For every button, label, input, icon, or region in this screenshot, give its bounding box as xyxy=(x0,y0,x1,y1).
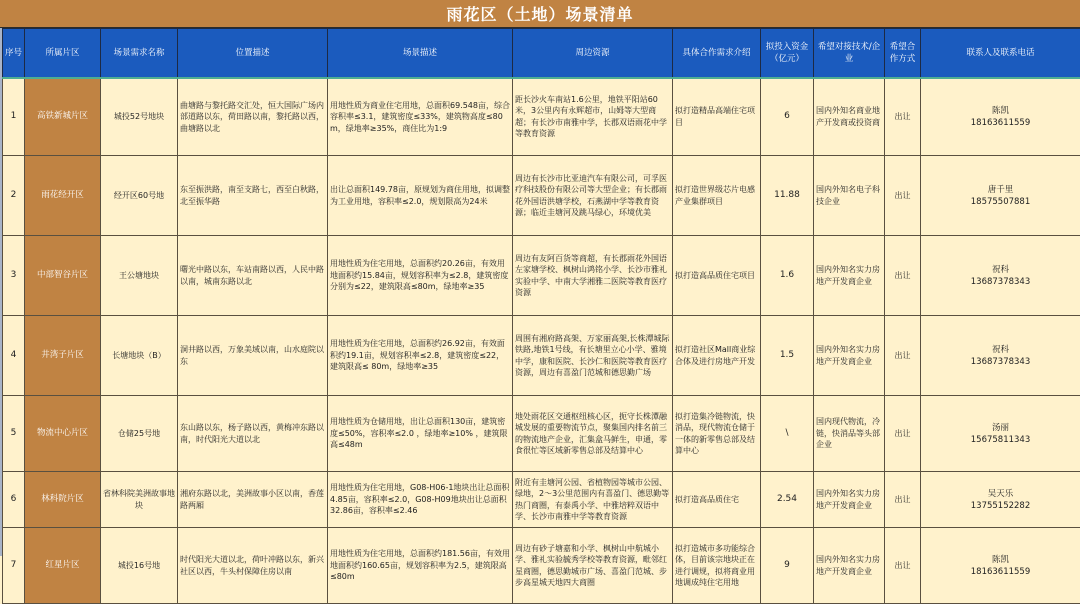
cell-scene: 用地性质为商业住宅用地，总面积69.548亩，综合容积率≤3.1，建筑密度≤33%，建筑物高度≤80m，绿地率≥35%，商住比为1:9 xyxy=(328,78,513,156)
cell-target: 国内外知名实力房地产开发商企业 xyxy=(814,316,885,396)
contact-name: 汤丽 xyxy=(923,422,1078,434)
contact-phone: 13687378343 xyxy=(923,356,1078,368)
col-header-zone: 所属片区 xyxy=(25,29,101,78)
col-header-resources: 周边资源 xyxy=(513,29,673,78)
cell-investment: 11.88 xyxy=(761,156,814,236)
cell-scene: 用地性质为住宅用地，总面积约26.92亩，有效面积约19.1亩，规划容积率≤2.8，建筑密度≤22，建筑限高≤ 80m，绿地率≥35 xyxy=(328,316,513,396)
cell-index: 6 xyxy=(3,472,25,528)
cell-cooperation: 拟打造世界级芯片电感产业集群项目 xyxy=(673,156,761,236)
col-header-scene: 场景描述 xyxy=(328,29,513,78)
cell-location: 曙光中路以东，车站南路以西，人民中路以南，城南东路以北 xyxy=(178,236,328,316)
cell-scene: 用地性质为住宅用地，总面积约20.26亩，有效用地面积约15.84亩，规划容积率为≤2.8，建筑密度分别为≤22，建筑限高≤80m，绿地率≥35 xyxy=(328,236,513,316)
cell-investment: 1.6 xyxy=(761,236,814,316)
cell-name: 城投16号地 xyxy=(101,528,178,604)
cell-investment: 6 xyxy=(761,78,814,156)
col-header-contact: 联系人及联系电话 xyxy=(921,29,1080,78)
cell-location: 湘府东路以北，美洲故事小区以南，香莲路两厢 xyxy=(178,472,328,528)
cell-zone: 雨花经开区 xyxy=(25,156,101,236)
cell-contact xyxy=(921,472,1080,528)
cell-contact xyxy=(921,316,1080,396)
contact-name: 陈凯 xyxy=(923,105,1078,117)
contact-phone: 18163611559 xyxy=(923,117,1078,129)
cell-target: 国内外知名电子科技企业 xyxy=(814,156,885,236)
cell-contact xyxy=(921,156,1080,236)
cell-name: 省林科院美洲故事地块 xyxy=(101,472,178,528)
cell-index: 5 xyxy=(3,396,25,472)
table-row xyxy=(3,78,1080,156)
cell-index: 7 xyxy=(3,528,25,604)
contact-name: 祝科 xyxy=(923,344,1078,356)
scene-list-table xyxy=(2,28,1080,604)
cell-location: 曲塘路与黎托路交汇处，恒大国际广场内部道路以东，荷田路以南，黎托路以西，曲塘路以北 xyxy=(178,78,328,156)
cell-mode: 出让 xyxy=(885,236,921,316)
col-header-mode: 希望合作方式 xyxy=(885,29,921,78)
cell-resources: 周边有砂子塘嘉和小学、枫树山中航城小学、雅礼实验毓秀学校等教育资源，毗邻红星商圈，德思勤城市广场、喜盈门范城、步步高星城天地四大商圈 xyxy=(513,528,673,604)
cell-target: 国内外知名实力房地产开发商企业 xyxy=(814,528,885,604)
page-title: 雨花区（土地）场景清单 xyxy=(0,0,1080,28)
cell-mode: 出让 xyxy=(885,472,921,528)
cell-contact xyxy=(921,78,1080,156)
col-header-cooperation: 具体合作需求介绍 xyxy=(673,29,761,78)
cell-location: 东至振洪路，南至支路七，西至白秋路，北至振华路 xyxy=(178,156,328,236)
cell-investment: \ xyxy=(761,396,814,472)
cell-contact xyxy=(921,236,1080,316)
table-header-row xyxy=(3,29,1080,78)
cell-name: 仓储25号地 xyxy=(101,396,178,472)
cell-location: 时代阳光大道以北，荷叶冲路以东，新兴社区以西，牛头村保障住房以南 xyxy=(178,528,328,604)
cell-resources: 附近有圭塘河公园、省植物园等城市公园、绿地，2～3公里范围内有喜盈门、德思勤等热门商圈，有泰禹小学、中雅培粹双语中学、长沙市南雅中学等教育资源 xyxy=(513,472,673,528)
col-header-investment: 拟投入资金（亿元） xyxy=(761,29,814,78)
cell-resources: 周边有友阿百货等商超，有长郡雨花外国语左家塘学校、枫树山鸿铭小学、长沙市雅礼实验中学、中南大学湘雅二医院等教育医疗资源 xyxy=(513,236,673,316)
cell-name: 王公塘地块 xyxy=(101,236,178,316)
cell-resources: 距长沙火车南站1.6公里，地铁平阳站60米，3公里内有永辉超市，山姆等大型商超；有长沙市南雅中学，长郡双语雨花中学等教育资源 xyxy=(513,78,673,156)
cell-location: 东山路以东，杨子路以西，黄梅冲东路以南，时代阳光大道以北 xyxy=(178,396,328,472)
cell-contact xyxy=(921,396,1080,472)
cell-zone: 井湾子片区 xyxy=(25,316,101,396)
cell-target: 国内外知名实力房地产开发商企业 xyxy=(814,236,885,316)
cell-investment: 2.54 xyxy=(761,472,814,528)
contact-name: 祝科 xyxy=(923,264,1078,276)
cell-mode: 出让 xyxy=(885,316,921,396)
cell-index: 3 xyxy=(3,236,25,316)
cell-cooperation: 拟打造精品高端住宅项目 xyxy=(673,78,761,156)
cell-index: 1 xyxy=(3,78,25,156)
cell-scene: 出让总面积149.78亩，原规划为商住用地，拟调整为工业用地，容积率≤2.0，规划限高为24米 xyxy=(328,156,513,236)
cell-name: 长塘地块（B） xyxy=(101,316,178,396)
contact-phone: 18575507881 xyxy=(923,196,1078,208)
contact-phone: 13687378343 xyxy=(923,276,1078,288)
cell-index: 2 xyxy=(3,156,25,236)
cell-mode: 出让 xyxy=(885,78,921,156)
cell-zone: 中部智谷片区 xyxy=(25,236,101,316)
contact-phone: 13755152282 xyxy=(923,500,1078,512)
cell-location: 洞井路以西，万象美域以南，山水庭院以东 xyxy=(178,316,328,396)
cell-scene: 用地性质为住宅用地，总面积约181.56亩，有效用地面积约160.65亩，规划容积率为2.5，建筑限高≤80m xyxy=(328,528,513,604)
cell-mode: 出让 xyxy=(885,156,921,236)
cell-cooperation: 拟打造高品质住宅项目 xyxy=(673,236,761,316)
contact-name: 陈凯 xyxy=(923,554,1078,566)
table-row xyxy=(3,156,1080,236)
table-row xyxy=(3,472,1080,528)
cell-cooperation: 拟打造城市多功能综合体，目前该宗地块正在进行调规，拟将商业用地调成纯住宅用地 xyxy=(673,528,761,604)
cell-investment: 1.5 xyxy=(761,316,814,396)
table-row xyxy=(3,236,1080,316)
cell-name: 经开区60号地 xyxy=(101,156,178,236)
cell-mode: 出让 xyxy=(885,396,921,472)
contact-phone: 18163611559 xyxy=(923,566,1078,578)
col-header-target: 希望对接技术/企业 xyxy=(814,29,885,78)
cell-zone: 高铁新城片区 xyxy=(25,78,101,156)
cell-cooperation: 拟打造高品质住宅 xyxy=(673,472,761,528)
cell-index: 4 xyxy=(3,316,25,396)
cell-target: 国内现代物流，冷链，快消品等头部企业 xyxy=(814,396,885,472)
cell-zone: 物流中心片区 xyxy=(25,396,101,472)
cell-scene: 用地性质为仓储用地，出让总面积130亩，建筑密度≤50%，容积率≤2.0 ，绿地率≥10% ，建筑限高≤48m xyxy=(328,396,513,472)
cell-resources: 周围有湘府路高架、万家丽高架,长株潭城际铁路,地铁1号线，有长塘里立心小学、雅境中学，康和医院、长沙仁和医院等教育医疗资源，周边有喜盈门范城和德思勤广场 xyxy=(513,316,673,396)
cell-cooperation: 拟打造集冷链物流，快消品，现代物流仓储于一体的新零售总部及结算中心 xyxy=(673,396,761,472)
cell-mode: 出让 xyxy=(885,528,921,604)
col-header-location: 位置描述 xyxy=(178,29,328,78)
table-row xyxy=(3,396,1080,472)
cell-resources: 周边有长沙市比亚迪汽车有限公司，可孚医疗科技股份有限公司等大型企业；有长郡雨花外国语洪塘学校，石燕湖中学等教育资源；临近圭塘河及跳马绿心，环境优美 xyxy=(513,156,673,236)
col-header-index: 序号 xyxy=(3,29,25,78)
cell-scene: 用地性质为住宅用地，G08-H06-1地块出让总面积4.85亩，容积率≤2.0，G08-H09地块出让总面积32.86亩，容积率≤2.46 xyxy=(328,472,513,528)
cell-cooperation: 拟打造社区Mall商业综合体及进行房地产开发 xyxy=(673,316,761,396)
table-row xyxy=(3,316,1080,396)
cell-name: 城投52号地块 xyxy=(101,78,178,156)
contact-phone: 15675811343 xyxy=(923,434,1078,446)
cell-target: 国内外知名商业地产开发商或投资商 xyxy=(814,78,885,156)
cell-zone: 林科院片区 xyxy=(25,472,101,528)
cell-contact xyxy=(921,528,1080,604)
cell-investment: 9 xyxy=(761,528,814,604)
contact-name: 吴天乐 xyxy=(923,488,1078,500)
cell-resources: 地处雨花区交通枢纽核心区，扼守长株潭融城发展的重要物流节点，聚集国内排名前三的物流地产企业，汇集盒马鲜生，申通，零食很忙等区域新零售总部及结算中心 xyxy=(513,396,673,472)
col-header-name: 场景需求名称 xyxy=(101,29,178,78)
contact-name: 唐千里 xyxy=(923,184,1078,196)
table-row xyxy=(3,528,1080,604)
cell-zone: 红星片区 xyxy=(25,528,101,604)
cell-target: 国内外知名实力房地产开发商企业 xyxy=(814,472,885,528)
